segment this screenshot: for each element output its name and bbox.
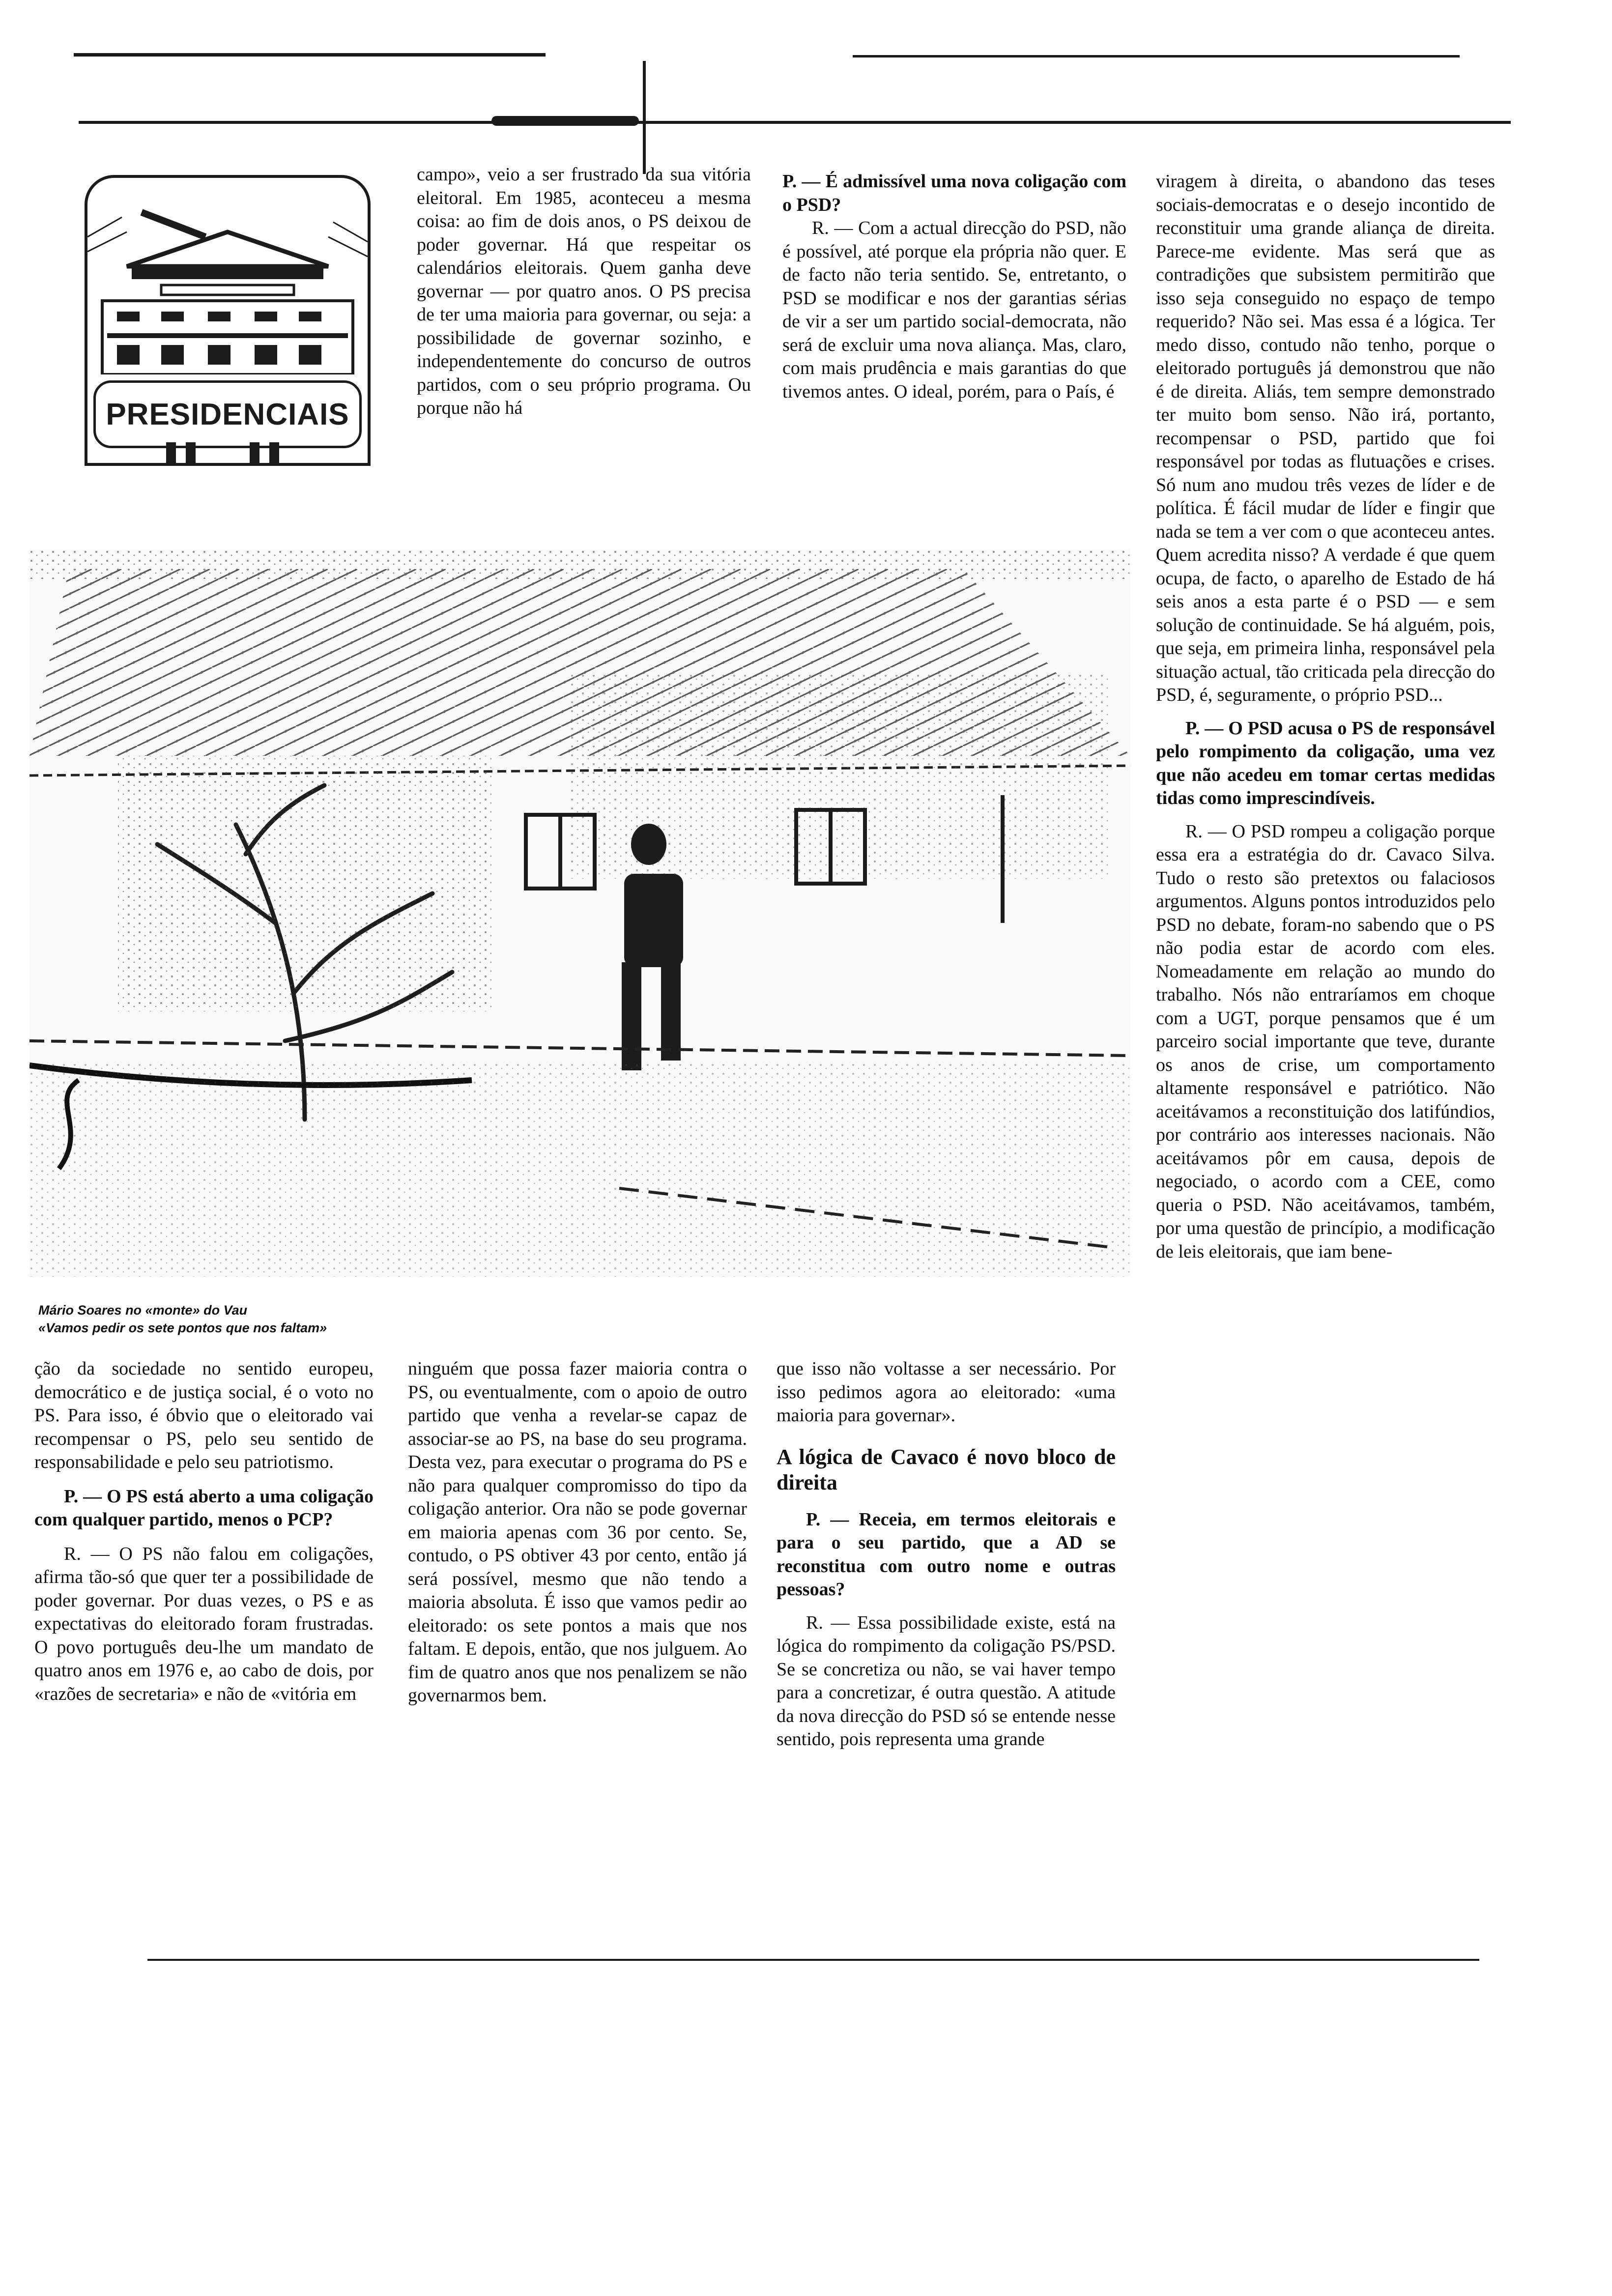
photo-caption-line2: «Vamos pedir os sete pontos que nos faltam» [38,1320,327,1335]
article-column-top-2 [782,170,1126,403]
interview-question: P. — O PSD acusa o PS de responsável pelo rompimento da coligação, uma vez que não acedeu em tomar certas medidas tidas como imprescindíveis. [1156,718,1495,808]
interview-question: P. — O PS está aberto a uma coligação com qualquer partido, menos o PCP? [34,1486,374,1530]
pen-stroke-vertical [643,61,646,174]
interview-question: P. — É admissível uma nova coligação com o PSD? [782,171,1126,215]
presidenciais-logo-label: PRESIDENCIAIS [93,380,362,448]
article-column-right [1156,170,1495,1263]
article-photo [29,549,1130,1277]
article-paragraph: ção da sociedade no sentido europeu, democrático e de justiça social, é o voto no PS. Para isso, é óbvio que o eleitorado vai recompensar o PS, pelo seu sentido de responsabilidade e pelo seu patriotismo. [34,1358,374,1472]
article-column-bottom-2 [408,1357,747,1708]
article-paragraph: ninguém que possa fazer maioria contra o PS, ou eventualmente, com o apoio de outro partido que venha a revelar-se capaz de associar-se ao PS, na base do seu programa. Desta vez, para executar o programa do PS e não para qualquer compromisso do tipo da coligação anterior. Ora não se pode governar em maioria apenas com 36 por cento. Se, contudo, o PS obtiver 43 por cento, então já será possível, mesmo que não tendo a maioria absoluta. É isso que vamos pedir ao eleitorado: os sete pontos a mais que nos faltam. E depois, então, que nos julguem. Ao fim de quatro anos que nos penalizem se não governarmos bem. [408,1358,747,1706]
article-paragraph: viragem à direita, o abandono das teses sociais-democratas e o desejo incontido de reconstituir uma grande aliança de direita. Parece-me evidente. Mas será que as contradições que subsistem permitirão que isso seja conseguido no espaço de tempo requerido? Não sei. Mas essa é a lógica. Ter medo disso, contudo não tenho, porque o eleitorado português já demonstrou que não é de direita. Aliás, tem sempre demonstrado ter muito bom senso. Não irá, portanto, recompensar o PSD, partido que foi responsável por todas as flutuações e crises. Só num ano mudou três vezes de líder e de política. É fácil mudar de líder e fingir que nada se tem a ver com o que aconteceu antes. Quem acredita nisso? A verdade é que quem ocupa, de facto, o aparelho de Estado de há seis anos a esta parte é o PSD — e sem solução de continuidade. Se há alguém, pois, que seja, em primeira linha, responsável pela situação actual, tão criticada pela direcção do PSD, é, seguramente, o próprio PSD... [1156,171,1496,705]
photo-caption-line1: Mário Soares no «monte» do Vau [38,1303,248,1318]
photo-farmhouse-scene [29,549,1130,1277]
building-illustration [87,178,368,374]
interview-answer: R. — O PSD rompeu a coligação porque essa era a estratégia do dr. Cavaco Silva. Tudo o resto são pretextos ou falaciosos argumentos. Alguns pontos introduzidos pelo PSD no debate, foram-no sabendo que o PS não podia estar de acordo com eles. Nomeadamente em relação ao mundo do trabalho. Nós não entraríamos em choque com a UGT, porque pensamos que é um parceiro social importante que teve, durante os anos de crise, um comportamento altamente responsável e patriótico. Não aceitávamos a reconstituição dos latifúndios, por contrário aos interesses nacionais. Não aceitávamos pôr em causa, depois de negociado, o acordo com a CEE, como queria o PSD. Não aceitávamos, também, por uma questão de princípio, a modificação de leis eleitorais, que iam bene- [1156,821,1495,1262]
header-rule [79,121,1511,124]
top-rule-right [853,55,1460,57]
interview-answer: R. — Essa possibilidade existe, está na lógica do rompimento da coligação PS/PSD. Se se concretiza ou não, se vai haver tempo para a concretizar, é outra questão. A atitude da nova direcção do PSD só se entende nesse sentido, pois representa uma grande [777,1612,1116,1750]
header-rule-mark [491,116,639,126]
interview-question: P. — Receia, em termos eleitorais e para o seu partido, que a AD se reconstitua com outro nome e outras pessoas? [777,1509,1116,1600]
interview-answer: R. — O PS não falou em coligações, afirma tão-só que quer ter a possibilidade de poder governar. Por duas vezes, o PS e as expectativas do eleitorado foram frustradas. O povo português deu-lhe um mandato de quatro anos em 1976 e, ao cabo de dois, por «razões de secretaria» e não de «vitória em [34,1543,374,1704]
top-rule-left [74,53,546,57]
article-paragraph: campo», veio a ser frustrado da sua vitória eleitoral. Em 1985, aconteceu a mesma coisa: ao fim de dois anos, o PS deixou de poder governar. Há que respeitar os calendários eleitorais. Quem ganha deve governar — por quatro anos. O PS precisa de ter uma maioria para governar, ou seja: a possibilidade de governar sozinho, e independentemente do concurso de outros partidos, com o seu próprio programa. Ou porque não há [417,164,751,418]
article-paragraph: que isso não voltasse a ser necessário. Por isso pedimos agora ao eleitorado: «uma maioria para governar». [777,1358,1116,1426]
article-column-bottom-3 [777,1357,1116,1751]
section-subheading: A lógica de Cavaco é novo bloco de direita [777,1444,1116,1494]
photo-caption [38,1301,327,1337]
interview-answer: R. — Com a actual direcção do PSD, não é possível, até porque ela própria não quer. E de facto não teria sentido. Se, entretanto, o PSD se modificar e nos der garantias sérias de vir a ser um partido social-democrata, não será de excluir uma nova aliança. Mas, claro, com mais prudência e mais garantias do que tivemos antes. O ideal, porém, para o País, é [782,218,1126,402]
logo-base-pillars [87,438,368,463]
footer-rule [147,1959,1479,1961]
presidenciais-logo [85,175,371,466]
article-column-top-1 [417,163,751,420]
article-column-bottom-1 [34,1357,374,1706]
